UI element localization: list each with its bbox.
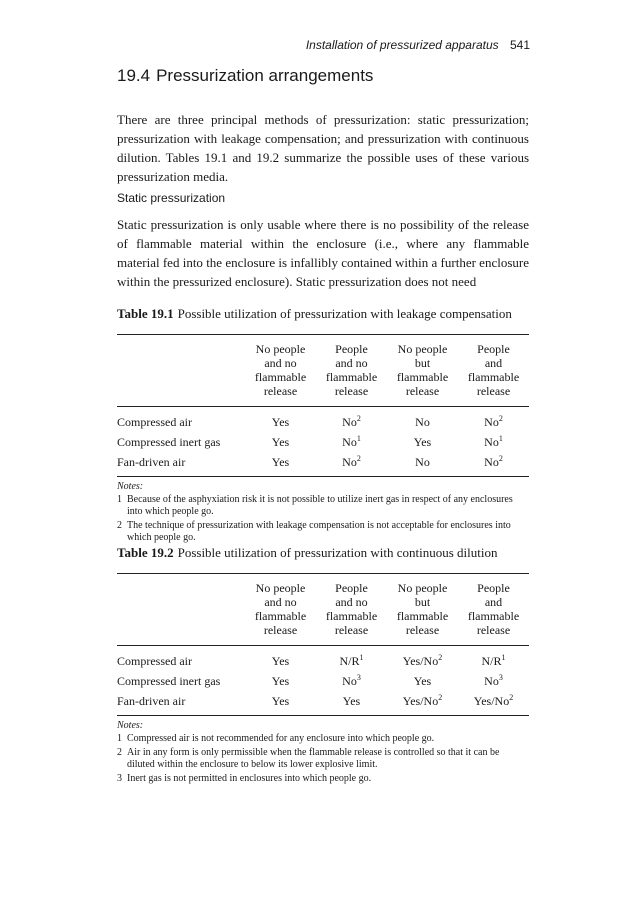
table-label: Table 19.2 — [117, 545, 174, 560]
table-notes — [117, 720, 529, 785]
header-row — [117, 335, 529, 407]
table-cell: No$^2$ — [342, 414, 361, 429]
table-cell: No$^3$ — [342, 673, 361, 688]
table-cell: No — [415, 455, 430, 469]
page-number: 541 — [509, 38, 530, 52]
column-header: People and no flammable release — [325, 342, 378, 398]
table-cell: Yes — [271, 654, 290, 668]
running-head — [306, 38, 530, 52]
note-item: 1 Because of the asphyxiation risk it is not possible to utilize inert gas in respect of any enclosures into which people go. — [117, 494, 513, 517]
table-cell: No$^3$ — [484, 673, 503, 688]
table-caption — [117, 545, 529, 561]
table-row — [117, 407, 529, 433]
row-label: Compressed inert gas — [117, 435, 221, 449]
table-cell: No$^2$ — [484, 454, 503, 469]
column-header: No people but flammable release — [396, 581, 449, 637]
data-table — [117, 334, 529, 477]
intro-paragraph: There are three principal methods of pressurization: static pressurization; pressurization with leakage compensation; and pressurization with continuous dilution. Tables 19.1 and 19.2 summarize the possible uses of these various pressurization media. — [117, 112, 529, 184]
table-row — [117, 692, 529, 716]
static-paragraph: Static pressurization is only usable where there is no possibility of the release of flammable material within the enclosure (i.e., where any flammable material fed into the enclosure is infallibly contained within a further enclosure within the pressurized enclosure). Static pressurization does not need — [117, 217, 529, 289]
table-label: Table 19.1 — [117, 306, 174, 321]
note-item: 1 Compressed air is not recommended for any enclosure into which people go. — [117, 733, 435, 744]
table-cell: Yes — [413, 435, 432, 449]
table-cell: No$^1$ — [342, 434, 361, 449]
table-cell: Yes/No$^2$ — [402, 653, 443, 668]
note-item: 2 The technique of pressurization with leakage compensation is not acceptable for enclosures into which people go. — [117, 520, 511, 543]
table-caption-text: Possible utilization of pressurization with leakage compensation — [177, 306, 512, 321]
data-table — [117, 573, 529, 716]
running-head-title: Installation of pressurized apparatus — [305, 38, 499, 52]
table-row — [117, 433, 529, 453]
table-cell: Yes — [271, 415, 290, 429]
table-row — [117, 453, 529, 477]
empty-corner-cell — [117, 574, 245, 646]
table-cell: No — [415, 415, 430, 429]
table-cell: Yes — [271, 435, 290, 449]
table-caption — [117, 306, 529, 322]
column-header: People and flammable release — [467, 342, 520, 398]
table-cell: No$^2$ — [342, 454, 361, 469]
table-cell: Yes — [271, 455, 290, 469]
table-cell: No$^1$ — [484, 434, 503, 449]
table-cell: Yes — [342, 694, 361, 708]
table-cell: $N/R^1$ — [339, 653, 364, 668]
column-header: No people and no flammable release — [254, 342, 307, 398]
table-cell: No$^2$ — [484, 414, 503, 429]
column-header: People and no flammable release — [325, 581, 378, 637]
empty-corner-cell — [117, 335, 245, 407]
row-label: Fan-driven air — [117, 694, 186, 708]
column-header: No people but flammable release — [396, 342, 449, 398]
note-item: 3 Inert gas is not permitted in enclosures into which people go. — [117, 773, 372, 784]
row-label: Compressed inert gas — [117, 674, 221, 688]
table-caption-text: Possible utilization of pressurization with continuous dilution — [177, 545, 498, 560]
column-header: People and flammable release — [467, 581, 520, 637]
table-notes — [117, 481, 529, 544]
table-cell: Yes — [413, 674, 432, 688]
note-item: 2 Air in any form is only permissible when the flammable release is controlled so that it can be diluted within the enclosure to below its lower explosive limit. — [117, 747, 500, 770]
notes-label: Notes: — [117, 720, 144, 731]
section-title: Pressurization arrangements — [156, 66, 374, 85]
table-19-2 — [117, 545, 529, 787]
table-cell: Yes/No$^2$ — [402, 693, 443, 708]
row-label: Compressed air — [117, 415, 192, 429]
table-cell: Yes — [271, 674, 290, 688]
column-header: No people and no flammable release — [254, 581, 307, 637]
header-row — [117, 574, 529, 646]
table-cell: $N/R^1$ — [481, 653, 506, 668]
table-cell: Yes/No$^2$ — [473, 693, 514, 708]
row-label: Compressed air — [117, 654, 192, 668]
table-row — [117, 646, 529, 672]
section-number: 19.4 — [117, 66, 151, 85]
row-label: Fan-driven air — [117, 455, 186, 469]
table-19-1 — [117, 306, 529, 546]
subheading-static-pressurization: Static pressurization — [117, 191, 226, 205]
table-cell: Yes — [271, 694, 290, 708]
table-row — [117, 672, 529, 692]
notes-label: Notes: — [117, 481, 144, 492]
section-heading — [117, 66, 373, 86]
